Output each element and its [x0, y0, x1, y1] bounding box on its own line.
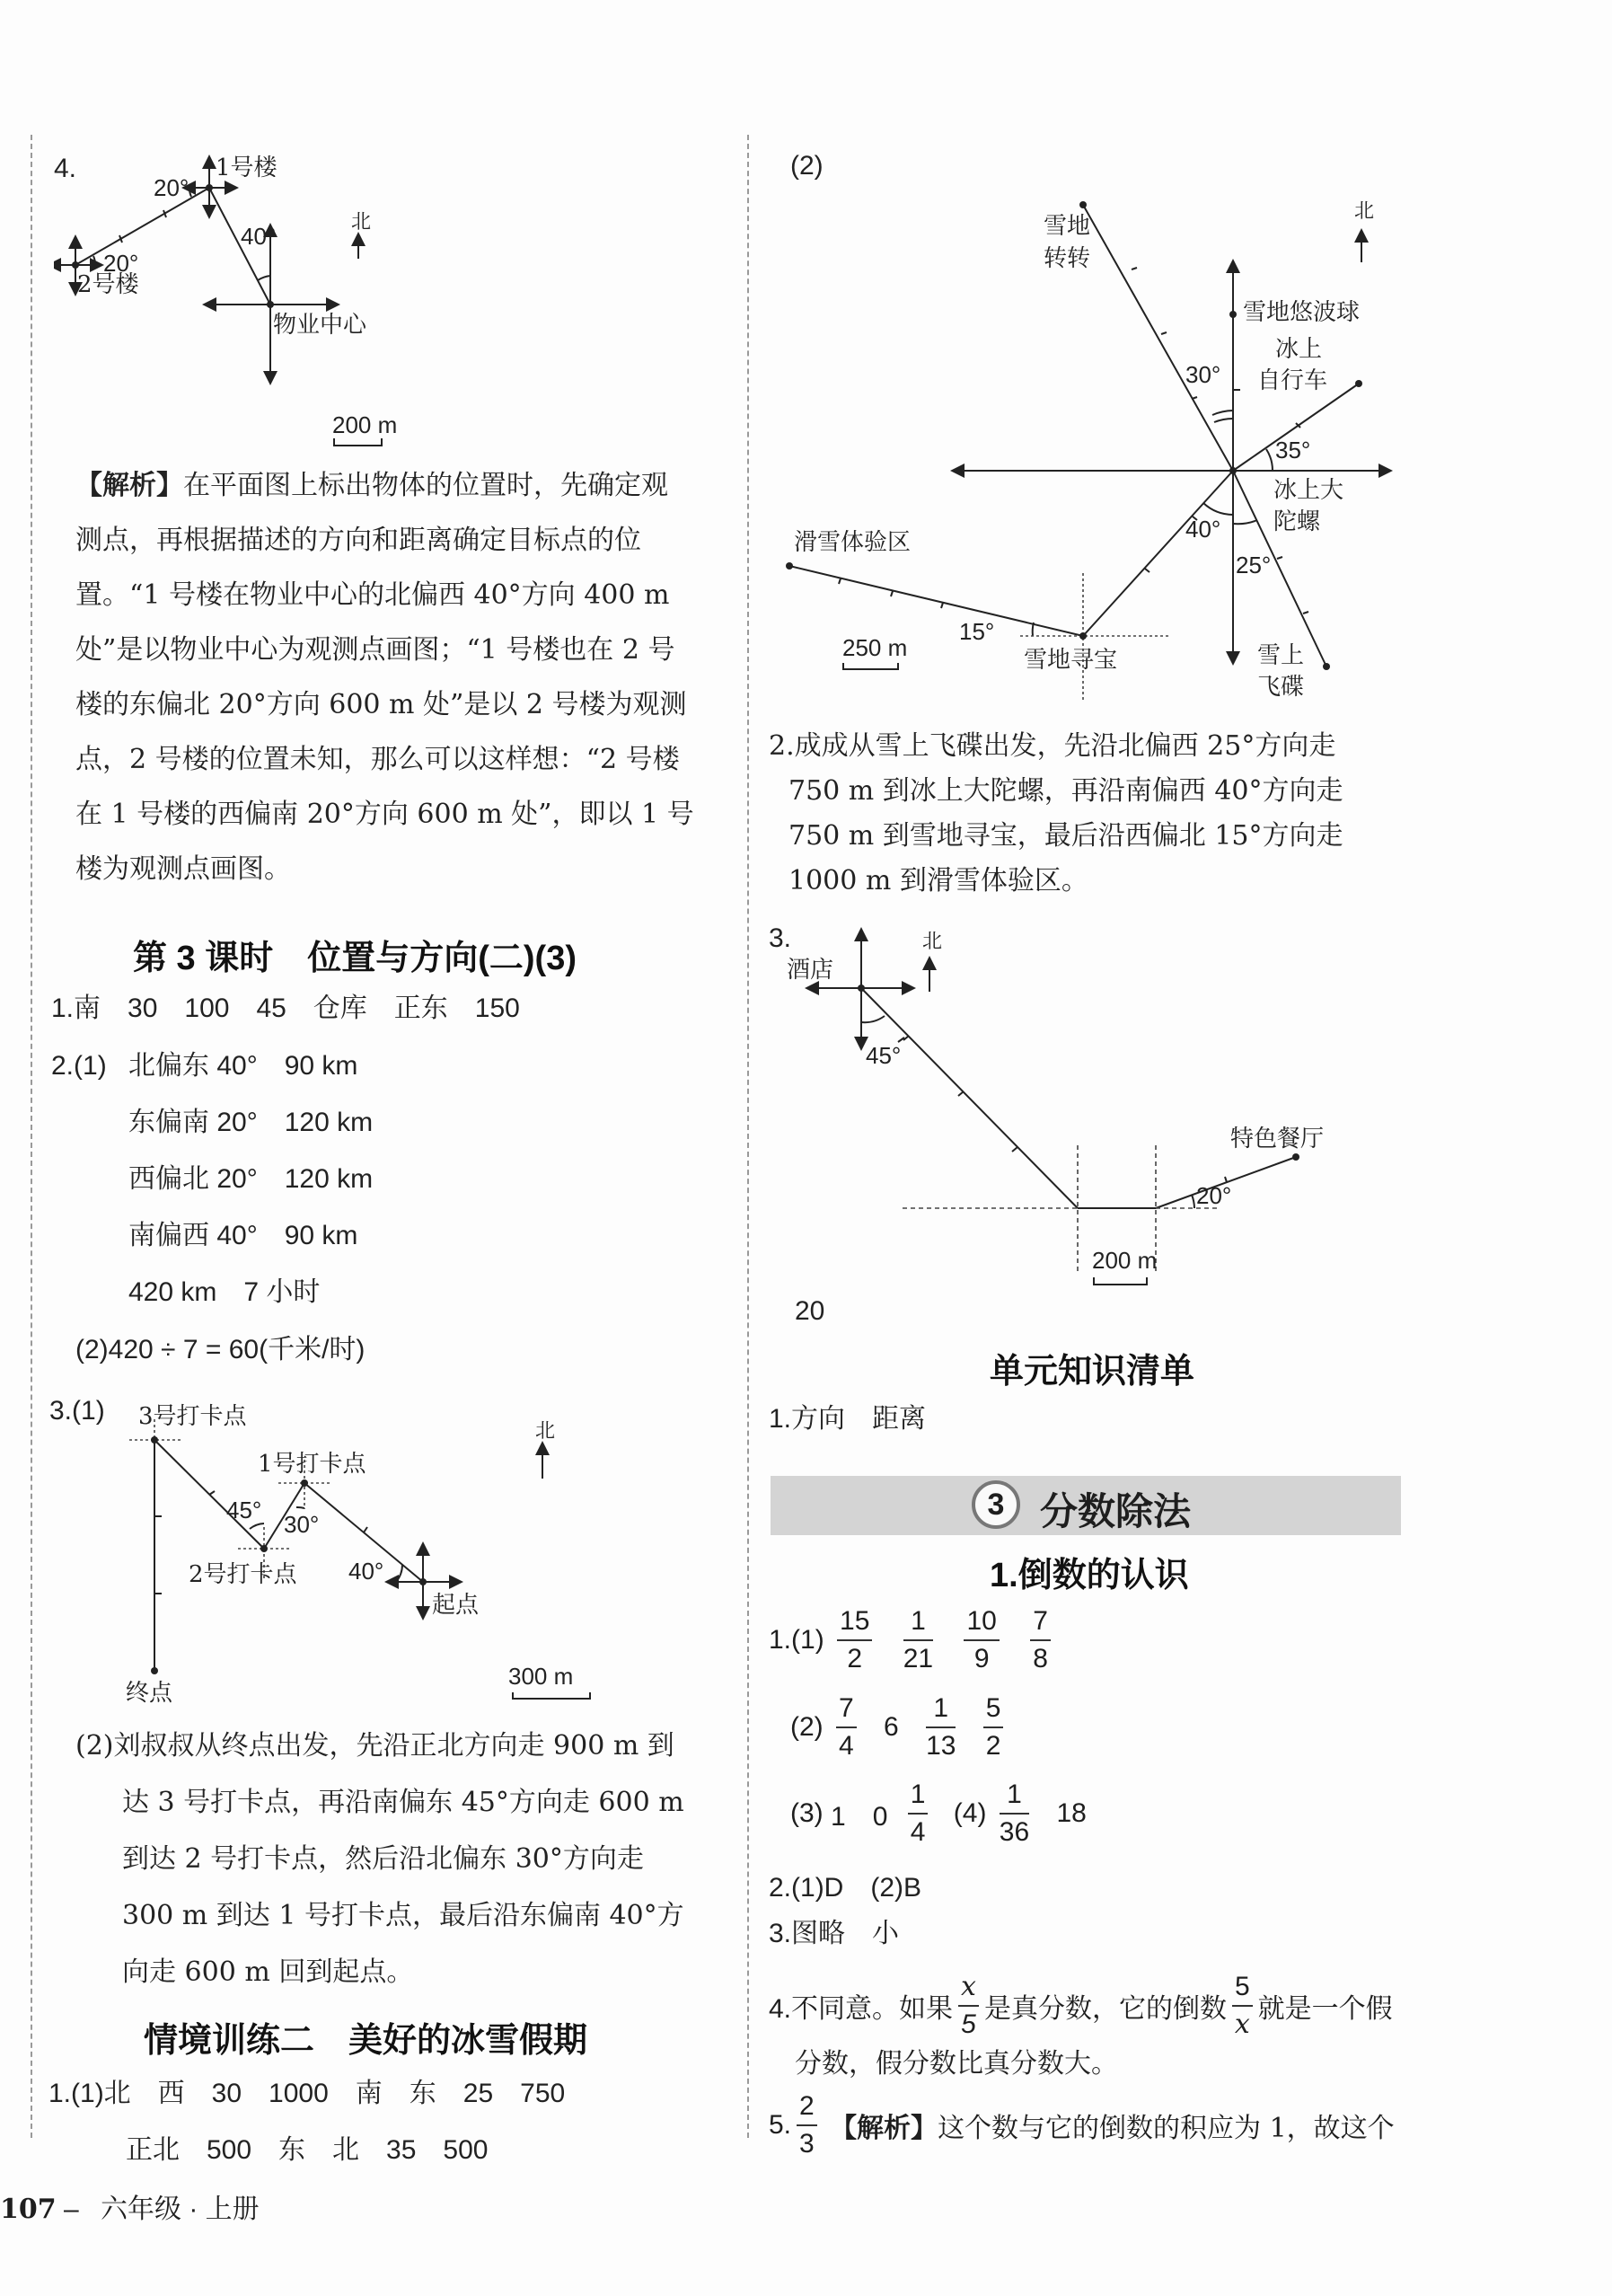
scale-label: 300 m [508, 1663, 574, 1690]
page-number: 107 [0, 2194, 57, 2225]
fraction: $\frac{15}{2}$ [837, 1603, 872, 1677]
lesson3-q2-row-5: 420 km 7 小时 [128, 1277, 321, 1307]
lesson-reciprocal-title: 1.倒数的认识 [990, 1557, 1189, 1594]
angle-label-30: 30° [1185, 361, 1221, 388]
lesson3-q1: 1.南 30 100 45 仓库 正东 150 [51, 993, 520, 1023]
angle-label-20: 20° [1196, 1182, 1232, 1209]
lesson3-q3-part2: (2)刘叔叔从终点出发，先沿正北方向走 900 m 到 达 3 号打卡点，再沿南偏东 45°方向走 600 m 到达 2 号打卡点，然后沿北偏东 30°方向走 300 m 到达 1 号打卡点，最后沿东偏南 40°方 向走 600 m 回到起点。 [75, 1730, 684, 1988]
north-label: 北 [1354, 200, 1375, 223]
lesson3-q3-label: 3.(1) [49, 1396, 105, 1426]
angle-label-35: 35° [1275, 437, 1311, 464]
angle-label-15: 15° [959, 618, 995, 645]
fraction: $\frac{1}{4}$ [908, 1777, 929, 1850]
label-checkpoint-2: 2号打卡点 [189, 1561, 297, 1588]
angle-label-40: 40° [241, 223, 277, 250]
scenario2-q1-line2: 正北 500 东 北 35 500 [126, 2135, 489, 2165]
scale-label: 200 m [1092, 1247, 1158, 1274]
diagram-ice-snow-map [754, 135, 1437, 701]
fraction: $\frac{7}{4}$ [836, 1691, 857, 1764]
diagram-q3-checkpoints [54, 1383, 700, 1716]
fraction: $\frac{10}{9}$ [964, 1603, 999, 1677]
label-start: 起点 [432, 1592, 480, 1619]
label-hotel: 酒店 [787, 957, 834, 984]
angle-label-40: 40° [1185, 516, 1221, 543]
north-label: 北 [351, 211, 372, 234]
column-divider [747, 135, 749, 2138]
unit-number-badge: 3 [972, 1480, 1020, 1529]
page-footer [0, 2186, 260, 2226]
label-disc-1: 雪上 [1257, 642, 1305, 669]
label-disc-2: 飞碟 [1257, 674, 1305, 701]
lesson3-q2-part2: (2)420 ÷ 7 = 60(千米/时) [75, 1335, 366, 1364]
scenario2-title: 情境训练二 美好的冰雪假期 [144, 2022, 588, 2060]
label-restaurant: 特色餐厅 [1230, 1126, 1325, 1152]
label-checkpoint-1: 1号打卡点 [258, 1451, 366, 1478]
question-4-number: 4. [54, 154, 77, 183]
angle-label-20-b: 20° [103, 250, 139, 277]
footer-dash: – [63, 2194, 79, 2224]
reciprocal-q1-2: (2) $\frac{7}{4}$ 6 $\frac{1}{13}$ $\frac{5}{2}$ [790, 1691, 1009, 1764]
reciprocal-q1-1: 1.(1) $\frac{15}{2}$ $\frac{1}{21}$ $\frac{10}{9}$ $\frac{7}{8}$ [769, 1603, 1056, 1677]
label-property-center: 物业中心 [273, 312, 367, 339]
scenario2-q1-line1: 1.(1)北 西 30 1000 南 东 25 750 [48, 2079, 566, 2108]
label-snow-spin-2: 转转 [1044, 245, 1091, 272]
angle-label-25: 25° [1236, 552, 1272, 578]
q4-analysis: 【解析】在平面图上标出物体的位置时，先确定观 测点，再根据描述的方向和距离确定目标点的位 置。“1 号楼在物业中心的北偏西 40°方向 400 m 处”是以物业中心为观测点画图；“1 号楼也在 2 号 楼的东偏北 20°方向 600 m 处”是以 2 号楼为观测 点，2 号楼的位置未知，那么可以这样想：“2 号楼 在 1 号楼的西偏南 20°方向 600 m 处”，即以 1 号 楼为观测点画图。 [75, 470, 694, 885]
unit-title: 分数除法 [1040, 1490, 1192, 1532]
angle-label-45: 45° [226, 1497, 262, 1523]
fraction: $\frac{x}{5}$ [958, 1969, 979, 2043]
diagram-hotel-restaurant [754, 916, 1437, 1294]
lesson3-q2-row-3: 西偏北 20° 120 km [128, 1164, 374, 1194]
label-ice-bike-2: 自行车 [1257, 367, 1328, 394]
fraction: $\frac{2}{3}$ [797, 2088, 817, 2162]
label-ice-bike-1: 冰上 [1275, 336, 1323, 363]
right-q2-text: 2.成成从雪上飞碟出发，先沿北偏西 25°方向走 750 m 到冰上大陀螺，再沿南偏西 40°方向走 750 m 到雪地寻宝，最后沿西偏北 15°方向走 1000 m 到滑雪体验区。 [769, 730, 1343, 896]
analysis-tag: 【解析】 [830, 2113, 938, 2144]
unit-summary-q1: 1.方向 距离 [769, 1404, 927, 1434]
fraction: $\frac{1}{21}$ [903, 1603, 933, 1677]
fraction: $\frac{7}{8}$ [1030, 1603, 1051, 1677]
label-treasure: 雪地寻宝 [1024, 647, 1118, 674]
north-label: 北 [535, 1420, 556, 1443]
fraction: $\frac{5}{2}$ [983, 1691, 1004, 1764]
left-margin-divider [31, 135, 32, 2138]
reciprocal-q2: 2.(1)D (2)B [769, 1873, 922, 1903]
angle-label-30: 30° [284, 1511, 320, 1538]
fraction: $\frac{1}{13}$ [926, 1691, 956, 1764]
reciprocal-q5: 5. $\frac{2}{3}$ 【解析】这个数与它的倒数的积应为 1，故这个 [769, 2088, 1395, 2162]
north-label: 北 [922, 931, 943, 953]
label-end: 终点 [126, 1680, 173, 1707]
scale-label: 200 m [332, 411, 398, 438]
scale-label: 250 m [842, 634, 908, 661]
lesson3-q2-row-1: 北偏东 40° 90 km [128, 1051, 358, 1081]
label-ski-area: 滑雪体验区 [794, 529, 912, 556]
reciprocal-q4-line2: 分数，假分数比真分数大。 [795, 2049, 1118, 2079]
lesson3-q2-row-2: 东偏南 20° 120 km [128, 1108, 374, 1137]
analysis-tag: 【解析】 [75, 470, 183, 501]
unit-summary-title: 单元知识清单 [990, 1353, 1195, 1391]
label-ice-top-2: 陀螺 [1273, 508, 1321, 535]
reciprocal-q3: 3.图略 小 [769, 1919, 900, 1948]
angle-label-20-a: 20° [154, 174, 189, 201]
diagram-q4-buildings [54, 135, 700, 449]
lesson3-q2-row-4: 南偏西 40° 90 km [128, 1221, 358, 1250]
lesson3-q2-label: 2.(1) [51, 1051, 107, 1081]
label-ice-top-1: 冰上大 [1273, 477, 1344, 504]
right-q3-answer: 20 [795, 1296, 825, 1326]
grade-label: 六年级 · 上册 [101, 2194, 260, 2224]
angle-label-40: 40° [348, 1558, 384, 1585]
part2-label: (2) [790, 151, 824, 181]
label-building-2: 2号楼 [77, 271, 139, 298]
fraction: $\frac{1}{36}$ [1000, 1777, 1029, 1850]
right-q3-number: 3. [769, 923, 792, 953]
angle-label-45: 45° [866, 1042, 902, 1069]
lesson3-title: 第 3 课时 位置与方向(二)(3) [133, 940, 577, 977]
fraction: $\frac{5}{x}$ [1232, 1969, 1253, 2043]
label-building-1: 1号楼 [216, 155, 277, 181]
label-checkpoint-3: 3号打卡点 [138, 1403, 247, 1430]
reciprocal-q4: 4.不同意。如果 $\frac{x}{5}$ 是真分数，它的倒数 $\frac{5}{x}$ 就是一个假 [769, 1969, 1393, 2043]
label-snow-spin-1: 雪地 [1044, 213, 1091, 240]
reciprocal-q1-3-4: (3) 1 0 $\frac{1}{4}$ (4) $\frac{1}{36}$ 18 [790, 1777, 1087, 1850]
label-wave-ball: 雪地悠波球 [1243, 299, 1361, 326]
